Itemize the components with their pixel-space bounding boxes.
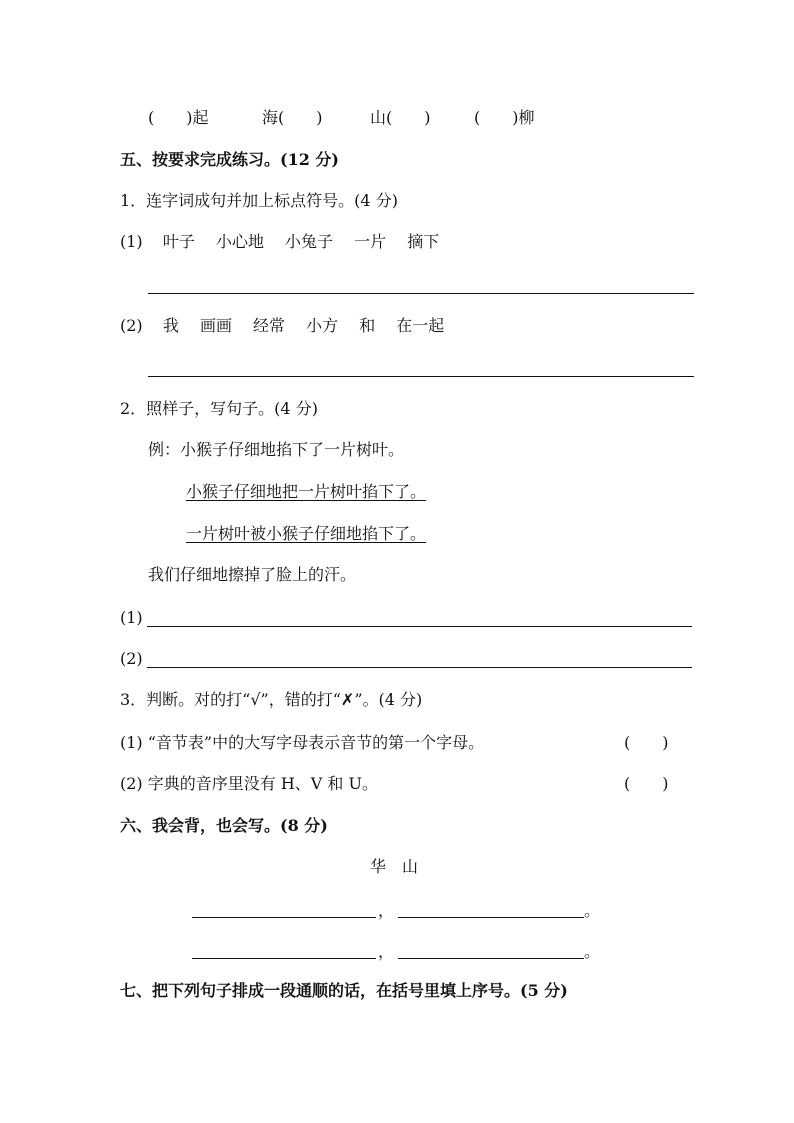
q2-blank-1-label: (1) (120, 608, 143, 627)
poem-line[interactable] (192, 958, 376, 959)
q3-item-2: (2) 字典的音序里没有 H、V 和 U。 (120, 774, 379, 793)
poem-line[interactable] (398, 958, 584, 959)
q2-prompt: 我们仔细地擦掉了脸上的汗。 (148, 565, 357, 584)
poem-comma: ， (378, 901, 395, 920)
example-answer-1: 小猴子仔细地把一片树叶掐下了。 (186, 482, 427, 501)
q3-item-1-paren[interactable]: ( ) (624, 733, 669, 752)
answer-line[interactable] (148, 293, 694, 294)
q2-example (148, 440, 404, 460)
q3-item-1: (1) “音节表”中的大写字母表示音节的第一个字母。 (120, 733, 485, 752)
poem-period: 。 (584, 942, 601, 961)
fill-blank-4: ( )柳 (474, 108, 535, 127)
q1-title: 1．连字词成句并加上标点符号。(4 分) (120, 191, 398, 210)
section7-title: 七、把下列句子排成一段通顺的话，在括号里填上序号。(5 分) (120, 981, 568, 1000)
example-sentence: 小猴子仔细地掐下了一片树叶。 (180, 440, 405, 459)
section5-title: 五、按要求完成练习。(12 分) (120, 150, 339, 169)
poem-comma: ， (378, 942, 395, 961)
q1-item-2-words: 我 画画 经常 小方 和 在一起 (162, 316, 445, 335)
answer-line[interactable] (148, 376, 694, 377)
fill-blank-3: 山( ) (370, 108, 431, 127)
section6-title: 六、我会背，也会写。(8 分) (120, 816, 328, 835)
q3-title: 3．判断。对的打“√”，错的打“✗”。(4 分) (120, 690, 423, 709)
q1-item-1-words: 叶子 小心地 小兔子 一片 摘下 (162, 232, 440, 251)
q1-item-2 (120, 316, 444, 336)
fill-blank-2: 海( ) (262, 108, 323, 127)
answer-line[interactable] (147, 626, 692, 627)
fill-blank-1: ( )起 (148, 108, 209, 127)
q1-item-2-num: (2) (120, 316, 143, 335)
poem-period: 。 (584, 901, 601, 920)
q2-blank-2-label: (2) (120, 649, 143, 668)
q2-title: 2．照样子，写句子。(4 分) (120, 399, 318, 418)
q1-item-1 (120, 232, 439, 252)
q3-item-2-paren[interactable]: ( ) (624, 774, 669, 793)
poem-line[interactable] (398, 917, 584, 918)
q1-item-1-num: (1) (120, 232, 143, 251)
example-answer-2: 一片树叶被小猴子仔细地掐下了。 (186, 524, 427, 543)
answer-line[interactable] (147, 667, 692, 668)
example-label: 例： (148, 440, 181, 459)
poem-title: 华 山 (370, 857, 419, 876)
poem-line[interactable] (192, 917, 376, 918)
